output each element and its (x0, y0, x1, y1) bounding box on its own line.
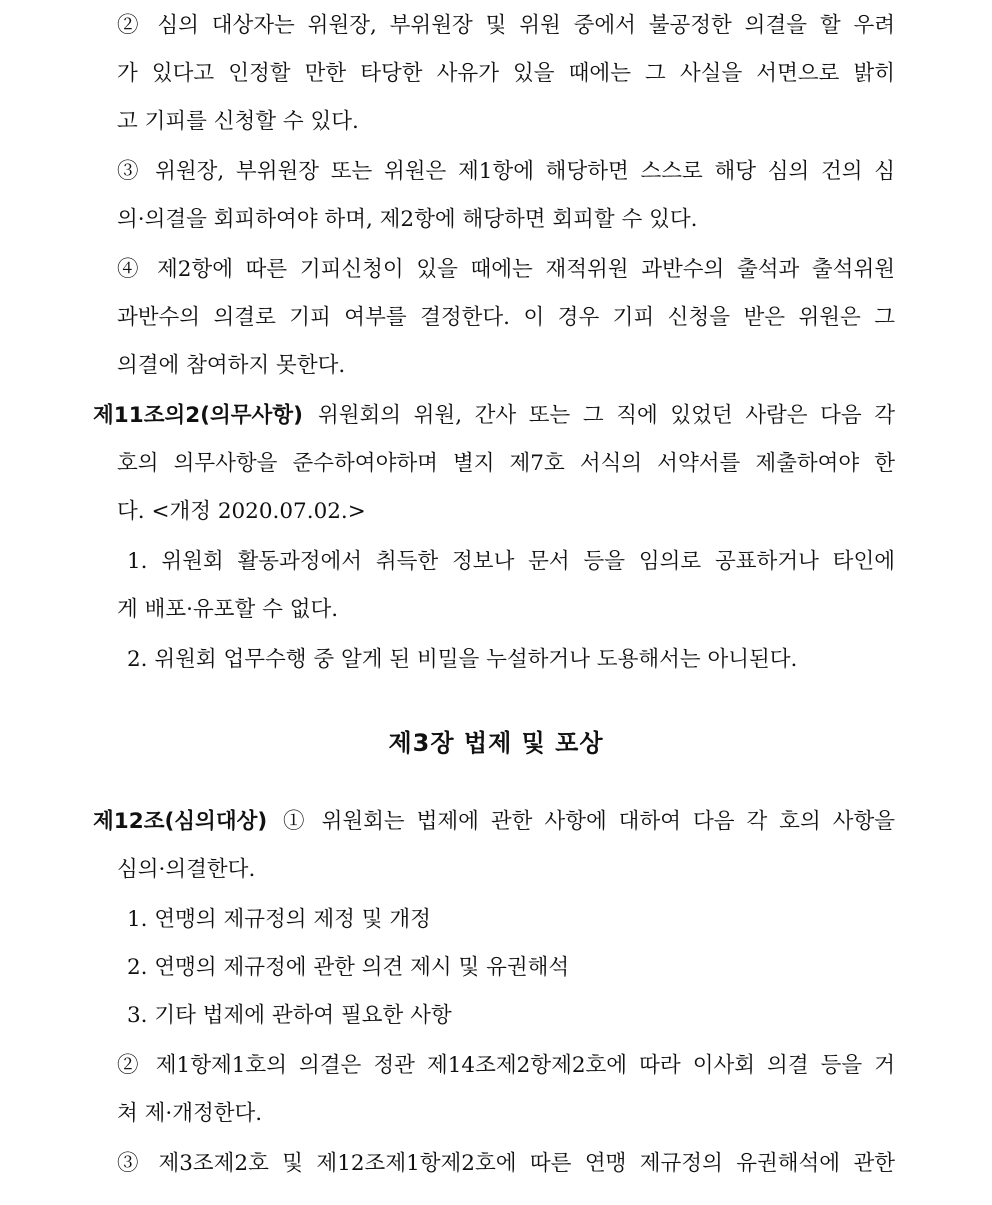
article-12-heading: 제12조(심의대상) (93, 809, 268, 834)
paragraph-2-line-3: 고 기피를 신청할 수 있다. (117, 109, 359, 134)
article-11-2-line-3: 다. <개정 2020.07.02.> (117, 499, 366, 524)
article-12-paragraph-2-line-1: ② 제1항제1호의 의결은 정관 제14조제2항제2호에 따라 이사회 의결 등을 거 (117, 1053, 895, 1078)
article-11-2-heading: 제11조의2(의무사항) (93, 403, 303, 428)
paragraph-4-line-3: 의결에 참여하지 못한다. (117, 353, 346, 378)
paragraph-4-line-1: ④ 제2항에 따른 기피신청이 있을 때에는 재적위원 과반수의 출석과 출석위원 (117, 257, 895, 282)
paragraph-2-line-1: ② 심의 대상자는 위원장, 부위원장 및 위원 중에서 불공정한 의결을 할 우려 (117, 13, 895, 38)
article-11-2-line-2: 호의 의무사항을 준수하여야하며 별지 제7호 서식의 서약서를 제출하여야 한 (117, 451, 895, 476)
article-11-2-item-2: 2. 위원회 업무수행 중 알게 된 비밀을 누설하거나 도용해서는 아니된다. (127, 647, 798, 672)
article-12-item-2: 2. 연맹의 제규정에 관한 의견 제시 및 유권해석 (127, 955, 570, 980)
article-11-2-item-1-line-2: 게 배포·유포할 수 없다. (117, 597, 339, 622)
paragraph-3-line-1: ③ 위원장, 부위원장 또는 위원은 제1항에 해당하면 스스로 해당 심의 건의 심 (117, 159, 895, 184)
paragraph-4-line-2: 과반수의 의결로 기피 여부를 결정한다. 이 경우 기피 신청을 받은 위원은 그 (117, 305, 895, 330)
article-11-2-item-1-line-1: 1. 위원회 활동과정에서 취득한 정보나 문서 등을 임의로 공표하거나 타인에 (127, 549, 895, 574)
article-12-line-2: 심의·의결한다. (117, 857, 256, 882)
article-11-2-line-1: 위원회의 위원, 간사 또는 그 직에 있었던 사람은 다음 각 (318, 403, 895, 428)
chapter-title: 제3장 법제 및 포상 (388, 729, 604, 757)
paragraph-2-line-2: 가 있다고 인정할 만한 타당한 사유가 있을 때에는 그 사실을 서면으로 밝히 (117, 61, 895, 86)
article-12-line-1: ① 위원회는 법제에 관한 사항에 대하여 다음 각 호의 사항을 (283, 809, 895, 834)
article-12-paragraph-2-line-2: 쳐 제·개정한다. (117, 1101, 263, 1126)
article-12-paragraph-3-line-1: ③ 제3조제2호 및 제12조제1항제2호에 따른 연맹 제규정의 유권해석에 관한 (117, 1151, 895, 1176)
article-12-item-3: 3. 기타 법제에 관하여 필요한 사항 (127, 1003, 452, 1028)
paragraph-3-line-2: 의·의결을 회피하여야 하며, 제2항에 해당하면 회피할 수 있다. (117, 207, 698, 232)
article-12-item-1: 1. 연맹의 제규정의 제정 및 개정 (127, 907, 431, 932)
